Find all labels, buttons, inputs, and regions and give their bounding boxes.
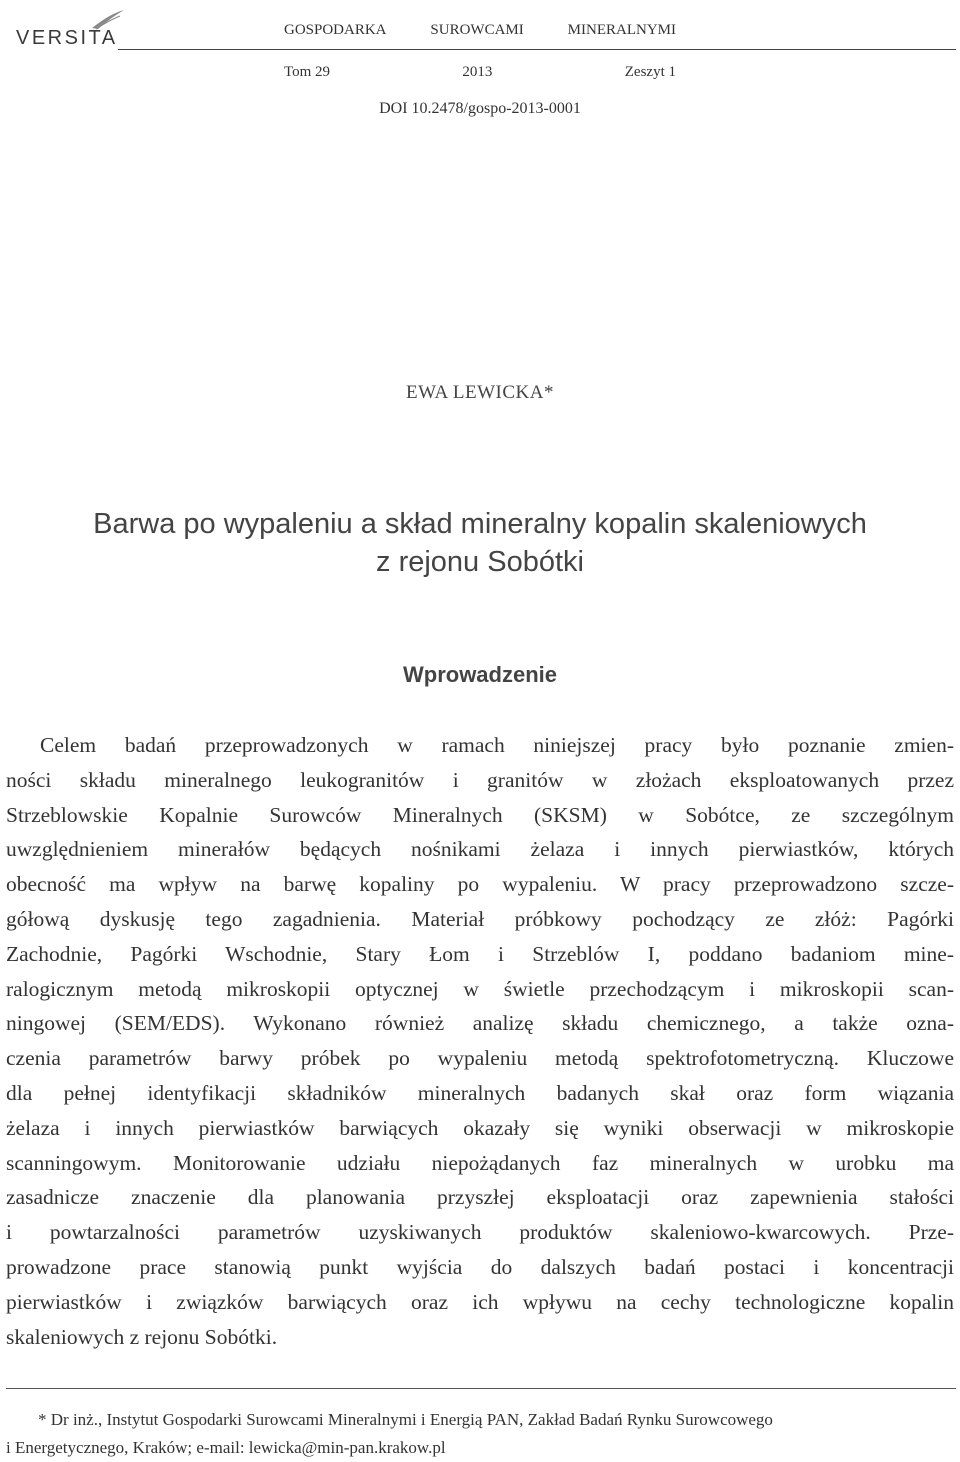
text-line: uwzględnieniem minerałów będących nośnikami żelaza i innych pierwiastków, których — [6, 837, 954, 862]
journal-word: SUROWCAMI — [430, 22, 524, 38]
title-line: Barwa po wypaleniu a skład mineralny kopalin skaleniowych — [93, 508, 867, 540]
text-line: dla pełnej identyfikacji składników mineralnych badanych skał oraz form wiązania — [6, 1080, 954, 1105]
author-footnote — [6, 1406, 956, 1462]
text-line: prowadzone prace stanowią punkt wyjścia do dalszych badań postaci i koncentracji — [6, 1254, 954, 1279]
text-line: ningowej (SEM/EDS). Wykonano również analizę składu chemicznego, a także ozna- — [6, 1011, 954, 1036]
publisher-logo — [16, 6, 116, 50]
journal-word: GOSPODARKA — [284, 22, 387, 38]
footnote-line: i Energetycznego, Kraków; e-mail: lewicka@min-pan.krakow.pl — [6, 1438, 446, 1457]
text-line: i powtarzalności parametrów uzyskiwanych produktów skaleniowo-kwarcowych. Prze- — [6, 1220, 954, 1245]
text-line: obecność ma wpływ na barwę kopaliny po wypaleniu. W pracy przeprowadzono szcze- — [6, 872, 954, 897]
issue-info — [284, 64, 676, 81]
text-line: scanningowym. Monitorowanie udziału niepożądanych faz mineralnych w urobku ma — [6, 1150, 954, 1175]
text-line: gółową dyskusję tego zagadnienia. Materiał próbkowy pochodzący ze złóż: Pagórki — [6, 906, 954, 931]
text-line: ności składu mineralnego leukogranitów i granitów w złożach eksploatowanych przez — [6, 767, 954, 792]
logo-text: VERSITA — [16, 27, 118, 49]
title-line: z rejonu Sobótki — [376, 546, 584, 578]
journal-name — [284, 22, 676, 39]
author: EWA LEWICKA* — [406, 382, 554, 403]
header-divider — [118, 49, 956, 50]
journal-word: MINERALNYMI — [567, 22, 676, 38]
text-line: Celem badań przeprowadzonych w ramach niniejszej pracy było poznanie zmien- — [40, 733, 954, 757]
article-title — [0, 505, 960, 581]
footnote-line: * Dr inż., Instytut Gospodarki Surowcami Mineralnymi i Energią PAN, Zakład Badań Rynku Surowcowego — [38, 1410, 773, 1429]
text-line: żelaza i innych pierwiastków barwiących okazały się wyniki obserwacji w mikroskopie — [6, 1115, 954, 1140]
year: 2013 — [462, 64, 493, 80]
volume: Tom 29 — [284, 64, 331, 80]
footnote-divider — [6, 1388, 956, 1389]
abstract-paragraph — [6, 728, 954, 1354]
text-line: ralogicznym metodą mikroskopii optycznej w świetle przechodzącym i mikroskopii scan- — [6, 976, 954, 1001]
doi: DOI 10.2478/gospo-2013-0001 — [379, 100, 581, 117]
section-heading: Wprowadzenie — [402, 662, 557, 687]
text-line: skaleniowych z rejonu Sobótki. — [6, 1324, 278, 1349]
text-line: czenia parametrów barwy próbek po wypaleniu metodą spektrofotometryczną. Kluczowe — [6, 1046, 954, 1071]
text-line: pierwiastków i związków barwiących oraz ich wpływu na cechy technologiczne kopalin — [6, 1289, 954, 1314]
text-line: Zachodnie, Pagórki Wschodnie, Stary Łom i Strzeblów I, poddano badaniom mine- — [6, 941, 954, 966]
text-line: zasadnicze znaczenie dla planowania przyszłej eksploatacji oraz zapewnienia stałości — [6, 1185, 954, 1210]
issue-number: Zeszyt 1 — [624, 64, 676, 80]
text-line: Strzeblowskie Kopalnie Surowców Mineralnych (SKSM) w Sobótce, ze szczególnym — [6, 802, 954, 827]
